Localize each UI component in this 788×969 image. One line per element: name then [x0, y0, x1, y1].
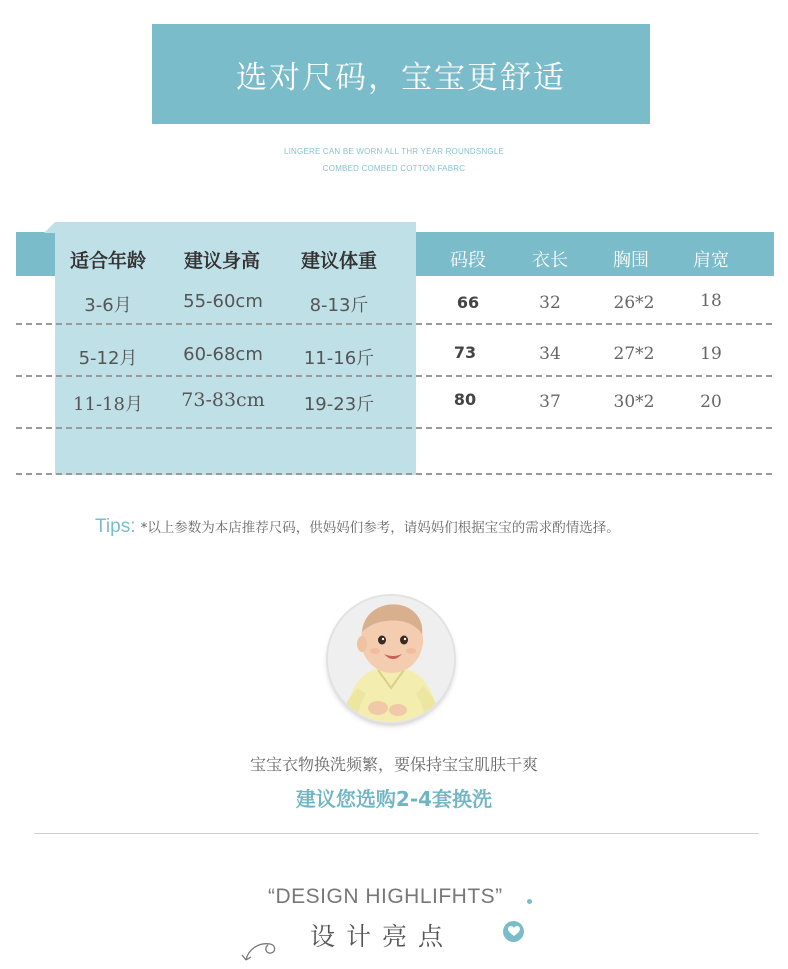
- row-divider: [16, 427, 772, 429]
- baby-illustration: [328, 596, 454, 722]
- row-1-height: 55-60cm: [183, 291, 263, 312]
- header-age: 适合年龄: [69, 250, 146, 272]
- header-height: 建议身高: [183, 250, 260, 272]
- advice-line-1: 宝宝衣物换洗频繁，要保持宝宝肌肤干爽: [249, 755, 538, 774]
- row-1-weight: 8-13斤: [309, 295, 369, 316]
- heart-glyph: [508, 926, 520, 937]
- heart-icon: [503, 921, 524, 942]
- row-3-shoulder: 20: [700, 392, 722, 412]
- banner-title: 选对尺码，宝宝更舒适: [236, 59, 566, 96]
- subtitle-line-1: LINGERE CAN BE WORN ALL THR YEAR ROUNDSNGLE: [283, 147, 505, 156]
- panel-notch: [44, 222, 55, 233]
- row-2-weight: 11-16斤: [303, 348, 375, 369]
- row-divider: [16, 375, 772, 377]
- row-2-length: 34: [539, 344, 561, 364]
- row-divider: [16, 473, 772, 475]
- row-3-size: 80: [453, 390, 477, 409]
- row-1-length: 32: [539, 293, 561, 313]
- header-size: 码段: [450, 250, 486, 271]
- subtitle-line-2: COMBED COMBED COTTON FABRC: [322, 164, 466, 173]
- tips-text: *以上参数为本店推荐尺码，供妈妈们参考，请妈妈们根据宝宝的需求酌情选择。: [140, 520, 620, 536]
- header-length: 衣长: [532, 250, 568, 271]
- row-3-age: 11-18月: [73, 394, 143, 415]
- row-2-age: 5-12月: [78, 348, 138, 369]
- row-1-age: 3-6月: [84, 295, 132, 316]
- header-chest: 胸围: [613, 250, 649, 271]
- row-3-height: 73-83cm: [181, 389, 265, 411]
- row-3-weight: 19-23斤: [303, 394, 375, 415]
- tips: [95, 516, 620, 538]
- swirl-arrow-icon: [238, 934, 282, 968]
- row-2-shoulder: 19: [700, 344, 722, 364]
- header-shoulder: 肩宽: [693, 250, 729, 271]
- row-2-size: 73: [453, 343, 477, 362]
- row-1-size: 66: [456, 293, 480, 312]
- header-weight: 建议体重: [300, 250, 377, 272]
- section-divider: [34, 833, 759, 834]
- row-2-height: 60-68cm: [183, 344, 263, 365]
- row-1-shoulder: 18: [700, 291, 722, 311]
- baby-photo: [328, 596, 454, 722]
- row-1-chest: 26*2: [613, 293, 655, 313]
- size-table: [0, 0, 788, 480]
- advice-line-2: 建议您选购2-4套换洗: [295, 787, 493, 811]
- design-highlights-cn: 设计亮点: [310, 922, 455, 951]
- row-3-length: 37: [539, 392, 561, 412]
- row-divider: [16, 323, 772, 325]
- header-band-left: [16, 232, 55, 276]
- design-highlights-en: “DESIGN HIGHLIFHTS”: [268, 885, 503, 908]
- accent-dot: [527, 899, 532, 904]
- tips-label: Tips:: [95, 516, 136, 537]
- row-2-chest: 27*2: [613, 344, 655, 364]
- row-3-chest: 30*2: [613, 392, 655, 412]
